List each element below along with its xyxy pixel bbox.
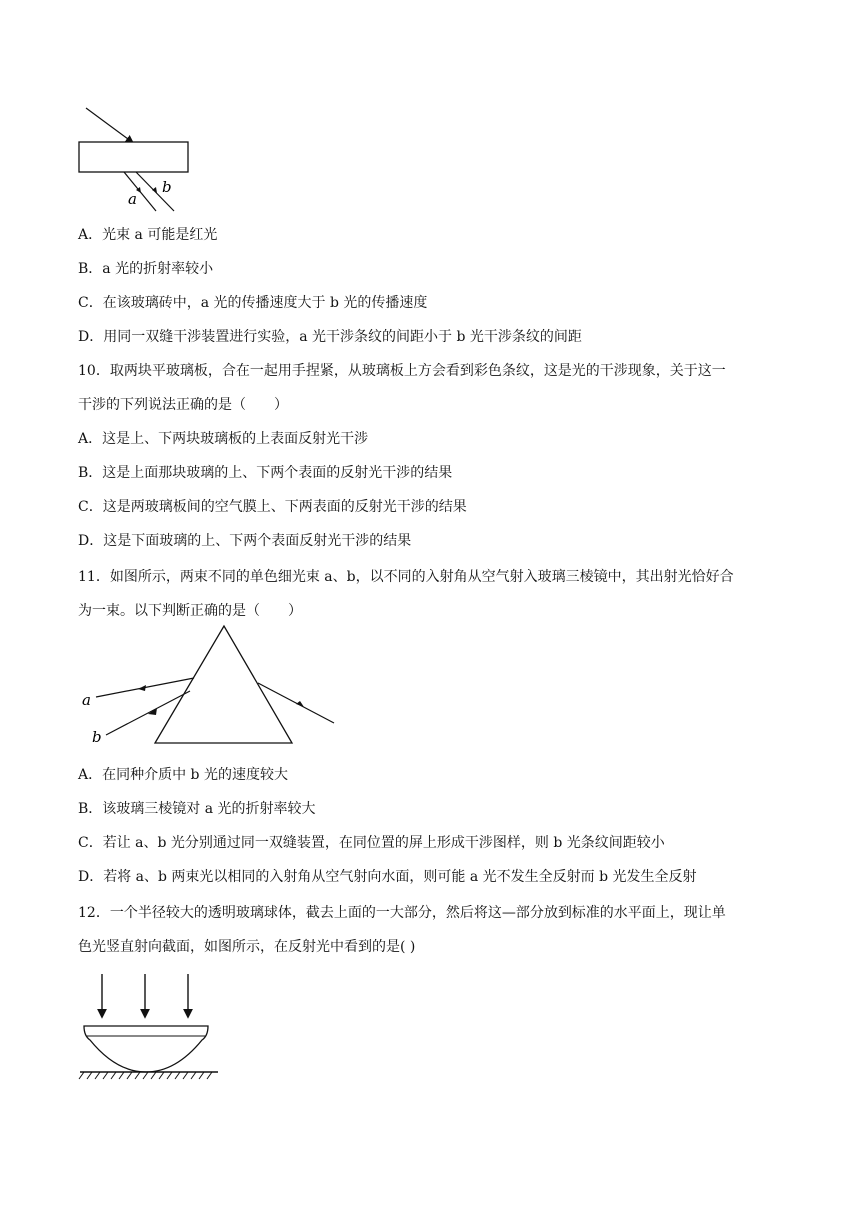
label-a: a: [128, 190, 137, 208]
prism-label-b: b: [92, 728, 102, 746]
q10-option-c: C．这是两玻璃板间的空气膜上、下两表面的反射光干涉的结果: [78, 499, 467, 515]
q11-option-c: C．若让 a、b 光分别通过同一双缝装置，在同位置的屏上形成干涉图样，则 b 光条纹间距较小: [78, 835, 665, 851]
q11-option-b: B．该玻璃三棱镜对 a 光的折射率较大: [78, 801, 316, 817]
q12-stem-line1: 12．一个半径较大的透明玻璃球体，截去上面的一大部分，然后将这—部分放到标准的水平面上，现让单: [78, 905, 726, 921]
q11-stem-line1: 11．如图所示，两束不同的单色细光束 a、b，以不同的入射角从空气射入玻璃三棱镜中，其出射光恰好合: [78, 569, 734, 585]
q10-stem-line1: 10．取两块平玻璃板，合在一起用手捏紧，从玻璃板上方会看到彩色条纹，这是光的干涉现象，关于这一: [78, 363, 726, 379]
prism-figure: [76, 622, 342, 748]
incident-ray: [86, 108, 132, 142]
prism-label-a: a: [82, 691, 91, 709]
plano-convex-lens: [84, 1026, 208, 1072]
q9-option-c: C．在该玻璃砖中，a 光的传播速度大于 b 光的传播速度: [78, 295, 428, 311]
q11-option-d: D．若将 a、b 两束光以相同的入射角从空气射向水面，则可能 a 光不发生全反射而 b 光发生全反射: [78, 869, 697, 885]
glass-slab-figure: [76, 104, 196, 216]
q10-option-b: B．这是上面那块玻璃的上、下两个表面的反射光干涉的结果: [78, 465, 453, 481]
lens-figure: [76, 968, 226, 1084]
q10-stem-line2: 干涉的下列说法正确的是（ ）: [78, 397, 288, 413]
label-b: b: [162, 178, 172, 196]
prism: [155, 626, 292, 743]
q10-option-a: A．这是上、下两块玻璃板的上表面反射光干涉: [78, 431, 369, 447]
q11-option-a: A．在同种介质中 b 光的速度较大: [78, 767, 288, 783]
q12-stem-line2: 色光竖直射向截面，如图所示，在反射光中看到的是( ): [78, 939, 416, 955]
q9-option-b: B．a 光的折射率较小: [78, 261, 214, 277]
glass-slab: [79, 142, 188, 172]
q11-stem-line2: 为一束。以下判断正确的是（ ）: [78, 603, 302, 619]
surface-hatching: [79, 1072, 212, 1079]
q9-option-d: D．用同一双缝干涉装置进行实验，a 光干涉条纹的间距小于 b 光干涉条纹的间距: [78, 329, 582, 345]
q10-option-d: D．这是下面玻璃的上、下两个表面反射光干涉的结果: [78, 533, 412, 549]
q9-option-a: A．光束 a 可能是红光: [78, 227, 218, 243]
